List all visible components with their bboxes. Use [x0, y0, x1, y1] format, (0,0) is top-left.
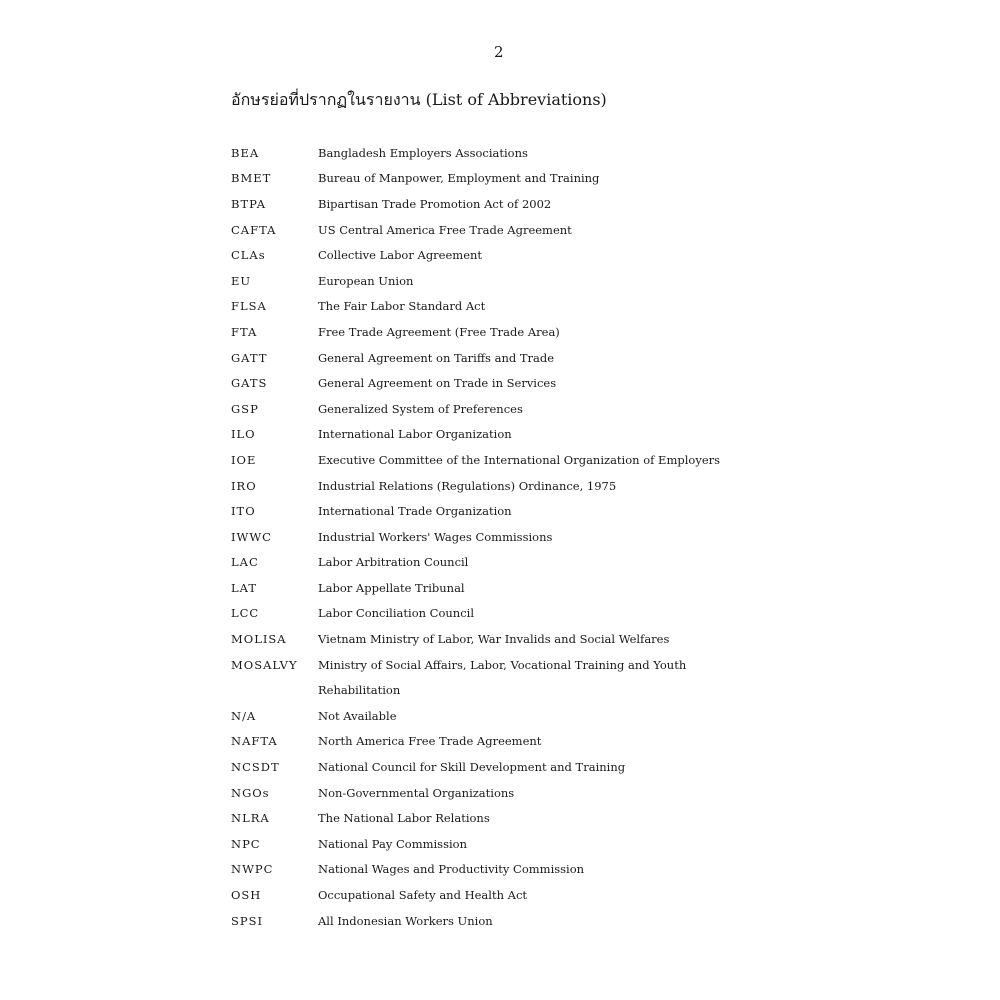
- abbreviation-row: [231, 140, 931, 166]
- abbreviation-code: MOSALVY: [231, 657, 298, 672]
- abbreviation-definition: International Trade Organization: [318, 504, 512, 519]
- abbreviation-row: [231, 805, 931, 831]
- abbreviation-row: [231, 780, 931, 806]
- abbreviation-code: NCSDT: [231, 760, 280, 775]
- abbreviation-row: [231, 550, 931, 576]
- abbreviation-row: [231, 191, 931, 217]
- abbreviation-row: [231, 754, 931, 780]
- abbreviation-code: CAFTA: [231, 222, 277, 237]
- abbreviation-definition: Bangladesh Employers Associations: [318, 145, 528, 160]
- abbreviation-definition: North America Free Trade Agreement: [318, 734, 542, 749]
- abbreviation-row: [231, 345, 931, 371]
- abbreviation-code: MOLISA: [231, 632, 287, 647]
- abbreviation-code: BTPA: [231, 196, 267, 211]
- abbreviation-row: [231, 473, 931, 499]
- abbreviation-code: BMET: [231, 171, 272, 186]
- abbreviation-code: IRO: [231, 478, 257, 493]
- abbreviation-row: [231, 908, 931, 934]
- abbreviation-row: [231, 447, 931, 473]
- abbreviation-row: [231, 703, 931, 729]
- abbreviation-code: LCC: [231, 606, 260, 621]
- abbreviation-code: N/A: [231, 708, 257, 723]
- abbreviation-definition: European Union: [318, 273, 414, 288]
- abbreviation-definition: Bureau of Manpower, Employment and Training: [318, 171, 600, 186]
- abbreviation-definition: Executive Committee of the International Organization of Employers: [318, 452, 721, 467]
- abbreviation-code: IOE: [231, 452, 257, 467]
- abbreviation-definition: Labor Conciliation Council: [318, 606, 475, 621]
- abbreviation-definition: Industrial Relations (Regulations) Ordinance, 1975: [318, 478, 617, 493]
- abbreviation-definition: The Fair Labor Standard Act: [318, 299, 486, 314]
- abbreviation-row: [231, 831, 931, 857]
- abbreviation-code: IWWC: [231, 529, 272, 544]
- abbreviation-code: SPSI: [231, 913, 264, 928]
- abbreviation-definition: Non-Governmental Organizations: [318, 785, 515, 800]
- abbreviation-definition: National Council for Skill Development and Training: [318, 760, 626, 775]
- abbreviation-row: [231, 857, 931, 883]
- abbreviation-definition: Industrial Workers' Wages Commissions: [318, 529, 553, 544]
- abbreviation-row: [231, 498, 931, 524]
- abbreviation-row: [231, 601, 931, 627]
- abbreviation-row: [231, 575, 931, 601]
- abbreviation-row: [231, 217, 931, 243]
- abbreviation-code: LAC: [231, 555, 259, 570]
- abbreviation-row: [231, 242, 931, 268]
- abbreviation-code: GATS: [231, 376, 268, 391]
- abbreviation-definition: Collective Labor Agreement: [318, 248, 483, 263]
- abbreviation-code: GSP: [231, 401, 259, 416]
- abbreviation-code: BEA: [231, 145, 260, 160]
- abbreviation-code: NLRA: [231, 811, 270, 826]
- abbreviation-code: CLAs: [231, 248, 266, 263]
- abbreviation-row: [231, 396, 931, 422]
- page-number: 2: [494, 43, 504, 61]
- abbreviation-definition: Labor Arbitration Council: [318, 555, 469, 570]
- abbreviation-definition: Occupational Safety and Health Act: [318, 888, 528, 903]
- abbreviation-row: [231, 422, 931, 448]
- abbreviation-definition: US Central America Free Trade Agreement: [318, 222, 572, 237]
- abbreviation-code: FLSA: [231, 299, 267, 314]
- abbreviation-row: [231, 882, 931, 908]
- abbreviation-row: [231, 524, 931, 550]
- abbreviation-code: NGOs: [231, 785, 270, 800]
- abbreviation-row: [231, 677, 931, 703]
- page-title: อักษรย่อที่ปรากฏในรายงาน (List of Abbreviations): [231, 90, 607, 109]
- abbreviation-list: [231, 140, 931, 933]
- abbreviation-definition: Not Available: [318, 708, 397, 723]
- abbreviation-code: LAT: [231, 580, 257, 595]
- abbreviation-definition: General Agreement on Tariffs and Trade: [318, 350, 555, 365]
- abbreviation-row: [231, 370, 931, 396]
- abbreviation-definition: Ministry of Social Affairs, Labor, Vocational Training and Youth: [318, 657, 687, 672]
- abbreviation-code: GATT: [231, 350, 268, 365]
- abbreviation-code: NAFTA: [231, 734, 278, 749]
- abbreviation-code: ILO: [231, 427, 256, 442]
- abbreviation-definition: Rehabilitation: [318, 683, 401, 698]
- abbreviation-row: [231, 626, 931, 652]
- abbreviation-definition: Free Trade Agreement (Free Trade Area): [318, 324, 560, 339]
- abbreviation-row: [231, 652, 931, 678]
- abbreviation-code: ITO: [231, 504, 256, 519]
- abbreviation-definition: The National Labor Relations: [318, 811, 490, 826]
- abbreviation-code: EU: [231, 273, 252, 288]
- abbreviation-code: OSH: [231, 888, 262, 903]
- abbreviation-definition: National Wages and Productivity Commission: [318, 862, 585, 877]
- abbreviation-definition: All Indonesian Workers Union: [318, 913, 493, 928]
- abbreviation-row: [231, 319, 931, 345]
- abbreviation-row: [231, 729, 931, 755]
- abbreviation-definition: National Pay Commission: [318, 836, 467, 851]
- abbreviation-definition: Labor Appellate Tribunal: [318, 580, 465, 595]
- abbreviation-code: NPC: [231, 836, 261, 851]
- abbreviation-row: [231, 166, 931, 192]
- abbreviation-row: [231, 268, 931, 294]
- abbreviation-definition: Bipartisan Trade Promotion Act of 2002: [318, 196, 552, 211]
- abbreviation-code: FTA: [231, 324, 258, 339]
- abbreviation-definition: Generalized System of Preferences: [318, 401, 523, 416]
- abbreviation-code: NWPC: [231, 862, 274, 877]
- abbreviation-definition: International Labor Organization: [318, 427, 512, 442]
- abbreviation-definition: Vietnam Ministry of Labor, War Invalids and Social Welfares: [318, 632, 670, 647]
- abbreviation-row: [231, 294, 931, 320]
- abbreviation-definition: General Agreement on Trade in Services: [318, 376, 557, 391]
